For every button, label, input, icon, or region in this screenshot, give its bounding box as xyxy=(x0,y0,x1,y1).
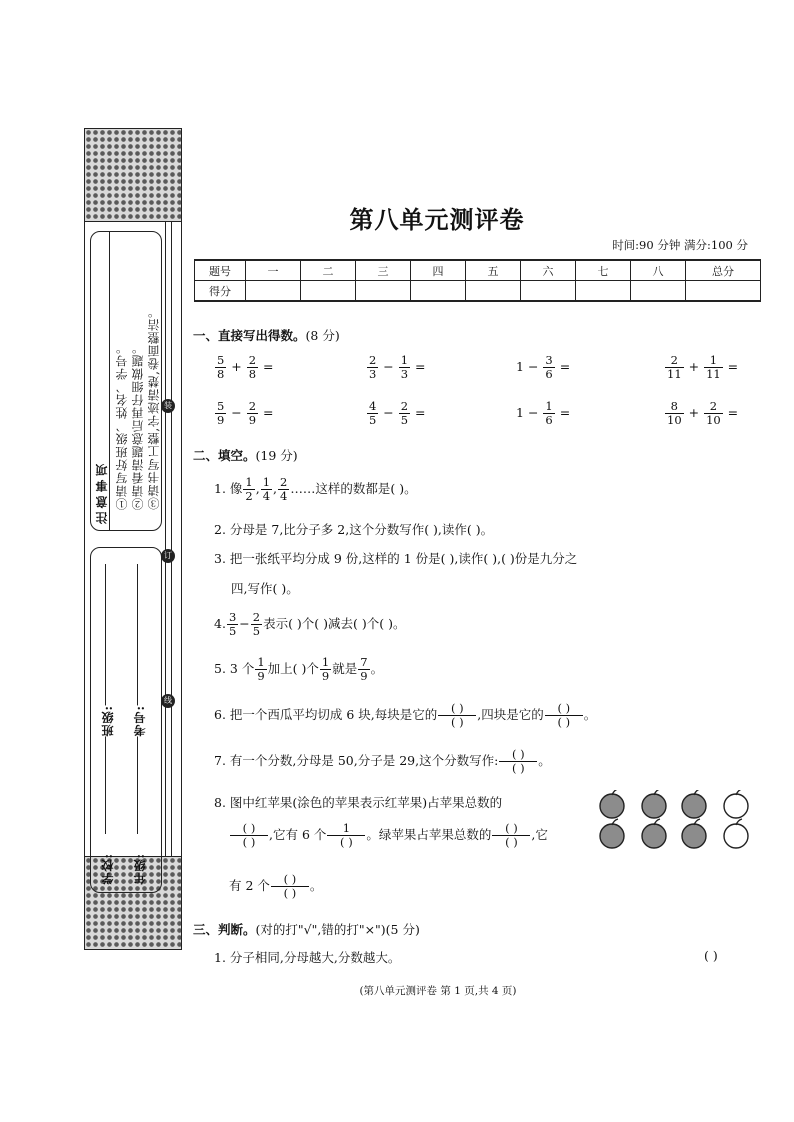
score-cell[interactable] xyxy=(631,281,686,302)
time-score-info: 时间:90 分钟 满分:100 分 xyxy=(612,238,748,252)
page-title: 第八单元测评卷 xyxy=(349,205,525,234)
score-header: 总分 xyxy=(686,260,761,281)
red-apple xyxy=(682,819,706,848)
binding-strip xyxy=(84,128,182,950)
red-apple xyxy=(600,819,624,848)
answer-blank[interactable]: $\frac{( )}{( )}$ xyxy=(438,702,476,729)
judge-question-1: 1. 分子相同,分母越大,分数越大。 xyxy=(214,950,401,965)
class-label: 班级: xyxy=(101,704,115,736)
answer-blank[interactable]: $\frac{( )}{( )}$ xyxy=(492,822,530,849)
binding-line xyxy=(165,221,166,857)
binding-mark: 线 xyxy=(161,694,175,708)
question-8: 8. 图中红苹果(涂色的苹果表示红苹果)占苹果总数的 xyxy=(214,795,503,810)
red-apple xyxy=(642,819,666,848)
answer-blank[interactable]: $\frac{( )}{( )}$ xyxy=(545,702,583,729)
answer-blank[interactable]: $\frac{( )}{( )}$ xyxy=(230,822,268,849)
red-apple xyxy=(600,790,624,818)
score-cell[interactable] xyxy=(411,281,466,302)
question-7: 7. 有一个分数,分母是 50,分子是 29,这个分数写作: $\frac{( )}{( )}$ 。 xyxy=(214,747,551,775)
score-cell[interactable] xyxy=(521,281,576,302)
question-3: 3. 把一张纸平均分成 9 份,这样的 1 份是( ),读作( ),( )份是九分之 xyxy=(214,551,578,566)
calc-item: 1 − $\frac{1}{6}$ = xyxy=(516,399,571,427)
red-apple xyxy=(642,790,666,818)
calc-item: $\frac{5}{9}$ − $\frac{2}{9}$ = xyxy=(217,399,274,427)
red-apple xyxy=(682,790,706,818)
score-header: 一 xyxy=(246,260,301,281)
school-label: 学校: xyxy=(101,852,115,884)
green-apple xyxy=(724,819,748,848)
calc-item: $\frac{2}{11}$ + $\frac{1}{11}$ = xyxy=(667,353,739,381)
note-line: ①请写好班级、姓名、学号。 xyxy=(115,341,129,510)
calc-item: $\frac{2}{3}$ − $\frac{1}{3}$ = xyxy=(369,353,426,381)
score-cell[interactable] xyxy=(356,281,411,302)
score-header: 三 xyxy=(356,260,411,281)
apples-figure xyxy=(596,790,756,852)
question-8-cont: $\frac{( )}{( )}$ ,它有 6 个 $\frac{1}{( )}$ 。绿苹果占苹果总数的 $\frac{( )}{( )}$ ,它 xyxy=(229,822,548,849)
calc-item: $\frac{4}{5}$ − $\frac{2}{5}$ = xyxy=(369,399,426,427)
id-label: 考号: xyxy=(133,704,147,736)
question-4: 4. $\frac{3}{5}$ − $\frac{2}{5}$ 表示( )个( )减去( )个( )。 xyxy=(214,610,406,638)
binding-mark: 装 xyxy=(161,399,175,413)
grade-field[interactable] xyxy=(137,564,138,834)
grade-label: 年级: xyxy=(133,852,147,884)
question-6: 6. 把一个西瓜平均切成 6 块,每块是它的 $\frac{( )}{( )}$ ,四块是它的 $\frac{( )}{( )}$ 。 xyxy=(214,701,597,729)
answer-blank[interactable]: $\frac{( )}{( )}$ xyxy=(271,873,309,900)
note-line: ③请书写工整,字迹清楚,卷面整洁。 xyxy=(147,305,161,510)
score-table xyxy=(194,259,761,302)
score-header: 五 xyxy=(466,260,521,281)
question-5: 5. 3 个 $\frac{1}{9}$ 加上( )个 $\frac{1}{9}$ 就是 $\frac{7}{9}$ 。 xyxy=(214,655,384,683)
question-3-cont: 四,写作( )。 xyxy=(231,581,299,596)
answer-blank[interactable]: $\frac{( )}{( )}$ xyxy=(499,748,537,775)
section-heading: 一、直接写出得数。(8 分) xyxy=(193,328,340,343)
calc-item: 1 − $\frac{3}{6}$ = xyxy=(516,353,571,381)
score-header: 七 xyxy=(576,260,631,281)
student-info-box xyxy=(90,547,162,893)
answer-blank[interactable]: $\frac{1}{( )}$ xyxy=(327,822,365,849)
score-header: 二 xyxy=(301,260,356,281)
score-cell[interactable] xyxy=(246,281,301,302)
question-1: 1. 像 $\frac{1}{2}$ , $\frac{1}{4}$ , $\frac{2}{4}$ ……这样的数都是( )。 xyxy=(214,475,417,503)
question-2: 2. 分母是 7,比分子多 2,这个分数写作( ),读作( )。 xyxy=(214,522,494,537)
score-header: 六 xyxy=(521,260,576,281)
judge-answer-blank[interactable]: ( ) xyxy=(704,948,718,963)
score-header: 题号 xyxy=(195,260,246,281)
score-cell[interactable] xyxy=(576,281,631,302)
score-cell[interactable] xyxy=(686,281,761,302)
calc-item: $\frac{5}{8}$ + $\frac{2}{8}$ = xyxy=(217,353,274,381)
notes-box xyxy=(90,231,162,531)
score-header: 八 xyxy=(631,260,686,281)
section-heading: 三、判断。(对的打"√",错的打"×")(5 分) xyxy=(193,922,420,937)
score-row-label: 得分 xyxy=(195,281,246,302)
calc-item: $\frac{8}{10}$ + $\frac{2}{10}$ = xyxy=(667,399,739,427)
page-footer: (第八单元测评卷 第 1 页,共 4 页) xyxy=(359,985,517,997)
question-8-cont: 有 2 个 $\frac{( )}{( )}$ 。 xyxy=(229,872,323,900)
green-apple xyxy=(724,790,748,818)
score-cell[interactable] xyxy=(301,281,356,302)
score-header: 四 xyxy=(411,260,466,281)
binding-mark: 订 xyxy=(161,549,175,563)
notes-label: 注意事项 xyxy=(95,460,109,524)
score-cell[interactable] xyxy=(466,281,521,302)
note-line: ②请看清题意后再仔细做题。 xyxy=(131,341,145,510)
school-field[interactable] xyxy=(105,564,106,834)
binding-line xyxy=(171,221,172,857)
section-heading: 二、填空。(19 分) xyxy=(193,448,298,463)
